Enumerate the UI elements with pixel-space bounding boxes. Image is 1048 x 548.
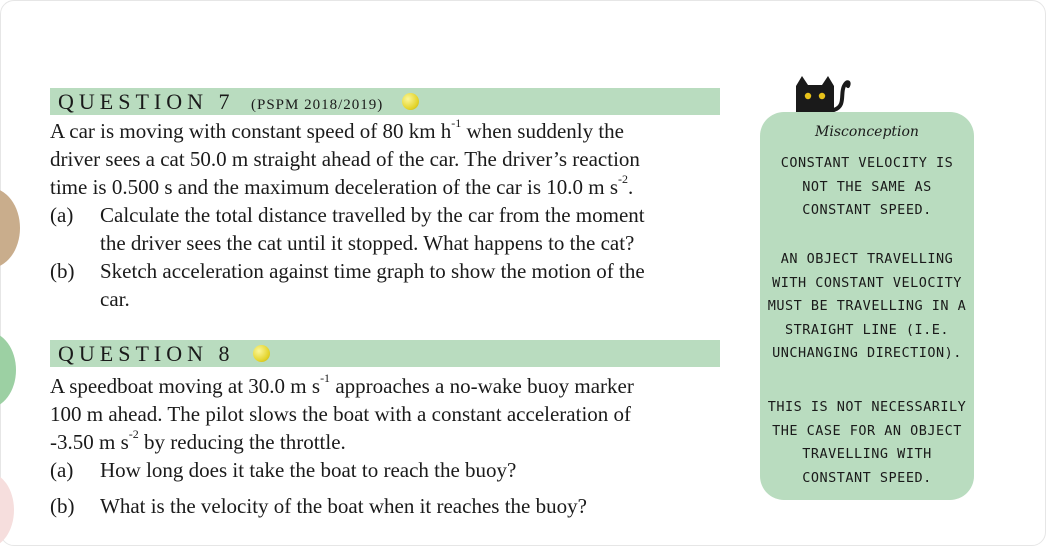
question-7-header <box>50 88 720 115</box>
q7-line-2: driver sees a cat 50.0 m straight ahead of the car. The driver’s reaction <box>50 147 640 171</box>
misconception-note <box>760 112 974 500</box>
question-7-source: (PSPM 2018/2019) <box>251 97 384 113</box>
q7-part-a-cont: the driver sees the cat until it stopped. What happens to the cat? <box>100 231 635 255</box>
cat-icon <box>790 72 852 114</box>
q7-line-1: A car is moving with constant speed of 80 km $h^{-1}$ when suddenly the <box>50 116 625 143</box>
q8-line-1: A speedboat moving at 30.0 m $s^{-1}$ approaches a no-wake buoy marker <box>50 371 634 398</box>
note-paragraph-3: THIS IS NOT NECESSARILY THE CASE FOR AN OBJECT TRAVELLING WITH CONSTANT SPEED. <box>767 399 967 486</box>
q8-line-2: 100 m ahead. The pilot slows the boat with a constant acceleration of <box>50 402 632 426</box>
q8-part-b-label: (b) <box>50 494 75 518</box>
q7-line-3: time is 0.500 s and the maximum deceleration of the car is 10.0 m $s^{-2}$. <box>50 172 634 199</box>
question-8-title: QUESTION 8 <box>58 341 235 366</box>
note-title: Misconception <box>815 124 919 140</box>
q7-part-b: (b) Sketch acceleration against time graph to show the motion of the <box>50 259 645 283</box>
question-7-title: QUESTION 7 <box>58 89 235 114</box>
q7-part-a-label: (a) <box>50 203 74 227</box>
q8-part-b: (b) What is the velocity of the boat when it reaches the buoy? <box>50 494 587 518</box>
question-8-header <box>50 340 720 367</box>
q8-part-a: (a) How long does it take the boat to reach the buoy? <box>50 458 517 482</box>
note-paragraph-1: CONSTANT VELOCITY IS NOT THE SAME AS CONSTANT SPEED. <box>780 155 954 218</box>
q7-part-b-label: (b) <box>50 259 75 283</box>
q8-line-3: -3.50 m $s^{-2}$ by reducing the throttle. <box>50 427 346 454</box>
tennis-ball-icon <box>402 93 419 110</box>
note-paragraph-2: AN OBJECT TRAVELLING WITH CONSTANT VELOCITY MUST BE TRAVELLING IN A STRAIGHT LINE (I.E. UNCHANGING DIRECTION). <box>767 251 967 361</box>
tennis-ball-icon <box>253 345 270 362</box>
q7-part-b-cont: car. <box>100 287 130 311</box>
q7-part-a: (a) Calculate the total distance travelled by the car from the moment <box>50 203 645 227</box>
q8-part-a-label: (a) <box>50 458 74 482</box>
